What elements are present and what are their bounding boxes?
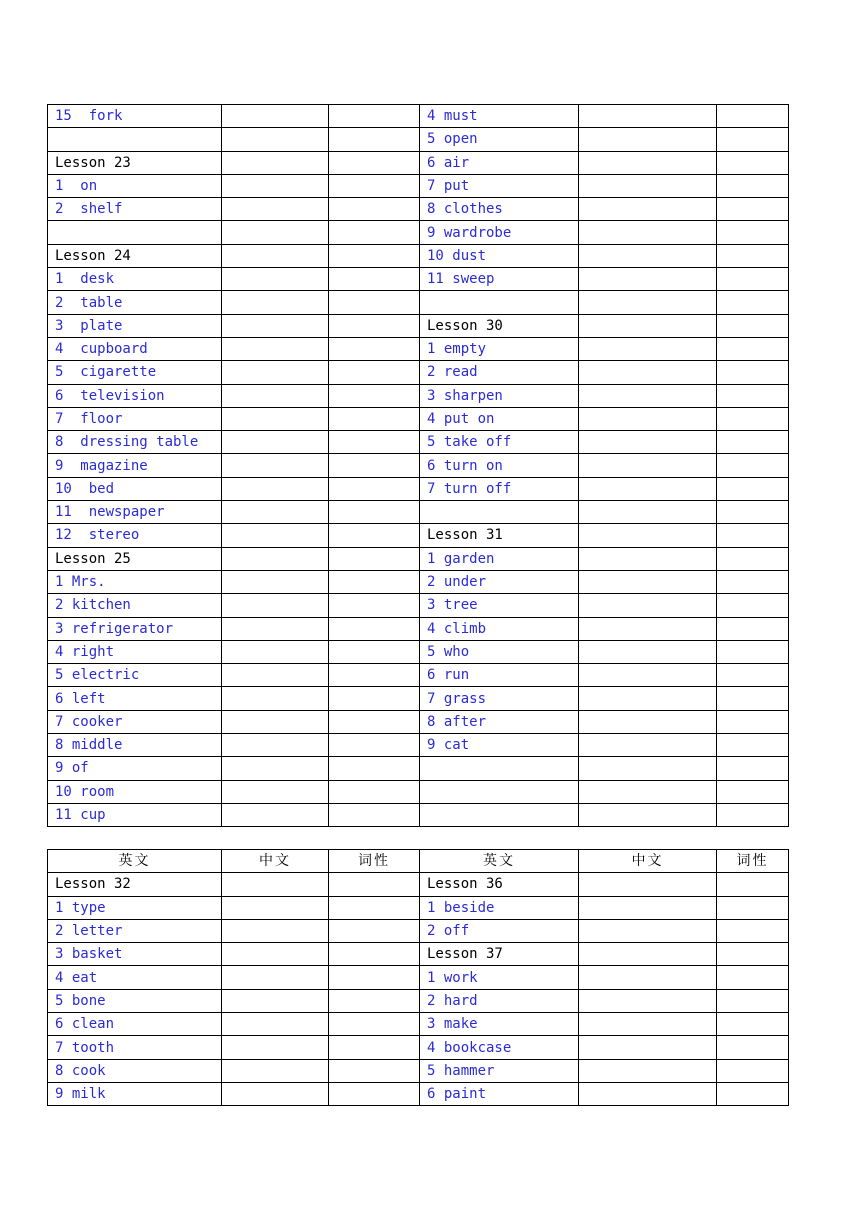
table-row xyxy=(48,989,789,1012)
cell-pos-right xyxy=(717,384,789,407)
header-chinese-right: 中文 xyxy=(579,850,717,873)
cell-chinese-right xyxy=(579,594,717,617)
cell-chinese-left xyxy=(222,943,329,966)
cell-pos-left xyxy=(329,1036,420,1059)
cell-pos-right xyxy=(717,640,789,663)
cell-english-right: 4 put on xyxy=(420,407,579,430)
cell-english-left: 4 cupboard xyxy=(48,337,222,360)
cell-chinese-right xyxy=(579,710,717,733)
cell-english-right xyxy=(420,803,579,826)
cell-chinese-right xyxy=(579,989,717,1012)
cell-chinese-right xyxy=(579,221,717,244)
cell-pos-right xyxy=(717,803,789,826)
cell-chinese-left xyxy=(222,1059,329,1082)
cell-chinese-right xyxy=(579,291,717,314)
table-row xyxy=(48,454,789,477)
cell-english-right: Lesson 36 xyxy=(420,873,579,896)
cell-chinese-left xyxy=(222,477,329,500)
cell-english-left: 3 basket xyxy=(48,943,222,966)
cell-english-right: 5 open xyxy=(420,128,579,151)
cell-english-right: 2 hard xyxy=(420,989,579,1012)
cell-chinese-left xyxy=(222,989,329,1012)
cell-chinese-left xyxy=(222,431,329,454)
table-row xyxy=(48,594,789,617)
cell-english-right: 10 dust xyxy=(420,244,579,267)
cell-english-right: 5 take off xyxy=(420,431,579,454)
table-row xyxy=(48,1036,789,1059)
cell-english-right: 6 run xyxy=(420,664,579,687)
cell-english-left: 3 plate xyxy=(48,314,222,337)
cell-chinese-right xyxy=(579,198,717,221)
cell-pos-right xyxy=(717,780,789,803)
cell-pos-right xyxy=(717,407,789,430)
cell-english-left: 10 bed xyxy=(48,477,222,500)
cell-pos-right xyxy=(717,174,789,197)
cell-chinese-left xyxy=(222,268,329,291)
cell-chinese-left xyxy=(222,384,329,407)
cell-english-left: 6 television xyxy=(48,384,222,407)
cell-pos-left xyxy=(329,407,420,430)
table-row xyxy=(48,244,789,267)
header-pos-right: 词性 xyxy=(717,850,789,873)
cell-chinese-left xyxy=(222,337,329,360)
cell-english-right: 5 hammer xyxy=(420,1059,579,1082)
cell-english-right: 1 beside xyxy=(420,896,579,919)
cell-pos-left xyxy=(329,943,420,966)
cell-english-left: 9 milk xyxy=(48,1082,222,1105)
cell-pos-right xyxy=(717,454,789,477)
cell-pos-left xyxy=(329,966,420,989)
cell-chinese-right xyxy=(579,1036,717,1059)
cell-english-left: 2 letter xyxy=(48,919,222,942)
cell-chinese-left xyxy=(222,501,329,524)
table-row xyxy=(48,407,789,430)
cell-pos-right xyxy=(717,128,789,151)
cell-pos-left xyxy=(329,291,420,314)
cell-pos-left xyxy=(329,501,420,524)
cell-pos-right xyxy=(717,524,789,547)
cell-chinese-right xyxy=(579,501,717,524)
cell-english-right: 2 read xyxy=(420,361,579,384)
cell-pos-left xyxy=(329,640,420,663)
table-row xyxy=(48,501,789,524)
cell-pos-right xyxy=(717,221,789,244)
cell-pos-right xyxy=(717,1059,789,1082)
cell-chinese-left xyxy=(222,128,329,151)
vocabulary-table-1 xyxy=(47,104,789,827)
cell-chinese-left xyxy=(222,1036,329,1059)
table-row xyxy=(48,803,789,826)
cell-pos-right xyxy=(717,710,789,733)
table-row xyxy=(48,617,789,640)
cell-chinese-left xyxy=(222,105,329,128)
cell-pos-left xyxy=(329,1013,420,1036)
cell-pos-left xyxy=(329,361,420,384)
cell-pos-left xyxy=(329,337,420,360)
cell-english-right xyxy=(420,757,579,780)
cell-pos-left xyxy=(329,198,420,221)
cell-english-left: 10 room xyxy=(48,780,222,803)
cell-chinese-left xyxy=(222,687,329,710)
cell-english-right: 3 tree xyxy=(420,594,579,617)
cell-chinese-right xyxy=(579,128,717,151)
cell-chinese-right xyxy=(579,268,717,291)
cell-pos-right xyxy=(717,501,789,524)
cell-chinese-left xyxy=(222,151,329,174)
cell-english-left: 11 newspaper xyxy=(48,501,222,524)
cell-chinese-left xyxy=(222,174,329,197)
cell-chinese-left xyxy=(222,710,329,733)
cell-chinese-right xyxy=(579,174,717,197)
cell-chinese-right xyxy=(579,524,717,547)
cell-chinese-left xyxy=(222,896,329,919)
cell-pos-right xyxy=(717,617,789,640)
cell-english-left: 7 floor xyxy=(48,407,222,430)
header-row xyxy=(48,850,789,873)
table-row xyxy=(48,966,789,989)
cell-chinese-left xyxy=(222,570,329,593)
cell-english-right: 3 sharpen xyxy=(420,384,579,407)
cell-chinese-right xyxy=(579,1013,717,1036)
cell-chinese-right xyxy=(579,570,717,593)
table-row xyxy=(48,1082,789,1105)
cell-english-left xyxy=(48,128,222,151)
cell-english-right: 5 who xyxy=(420,640,579,663)
cell-pos-right xyxy=(717,757,789,780)
cell-english-left: Lesson 32 xyxy=(48,873,222,896)
cell-pos-left xyxy=(329,151,420,174)
cell-english-right: 1 garden xyxy=(420,547,579,570)
cell-english-left: 15 fork xyxy=(48,105,222,128)
cell-chinese-right xyxy=(579,757,717,780)
cell-english-right: 4 bookcase xyxy=(420,1036,579,1059)
cell-chinese-right xyxy=(579,244,717,267)
cell-english-left: 5 electric xyxy=(48,664,222,687)
table-row xyxy=(48,710,789,733)
cell-english-left: 12 stereo xyxy=(48,524,222,547)
cell-pos-left xyxy=(329,594,420,617)
cell-english-right: 3 make xyxy=(420,1013,579,1036)
cell-pos-left xyxy=(329,570,420,593)
cell-english-left: 2 table xyxy=(48,291,222,314)
cell-english-right: 6 air xyxy=(420,151,579,174)
table-row xyxy=(48,477,789,500)
cell-pos-left xyxy=(329,1059,420,1082)
cell-pos-right xyxy=(717,664,789,687)
table-row xyxy=(48,664,789,687)
cell-pos-left xyxy=(329,314,420,337)
cell-chinese-right xyxy=(579,966,717,989)
cell-pos-right xyxy=(717,734,789,757)
cell-chinese-right xyxy=(579,919,717,942)
cell-chinese-left xyxy=(222,524,329,547)
vocabulary-table-2 xyxy=(47,849,789,1106)
cell-english-right: 2 under xyxy=(420,570,579,593)
cell-english-left: 8 middle xyxy=(48,734,222,757)
cell-chinese-left xyxy=(222,407,329,430)
cell-chinese-left xyxy=(222,314,329,337)
cell-chinese-left xyxy=(222,757,329,780)
cell-english-right: 11 sweep xyxy=(420,268,579,291)
table-row xyxy=(48,873,789,896)
vocabulary-table-1-body xyxy=(48,105,789,827)
cell-english-left: 9 magazine xyxy=(48,454,222,477)
table-row xyxy=(48,337,789,360)
cell-pos-right xyxy=(717,1036,789,1059)
cell-pos-right xyxy=(717,943,789,966)
cell-chinese-left xyxy=(222,361,329,384)
cell-chinese-left xyxy=(222,803,329,826)
cell-pos-right xyxy=(717,687,789,710)
table-row xyxy=(48,384,789,407)
cell-english-right: Lesson 30 xyxy=(420,314,579,337)
cell-english-left: 5 cigarette xyxy=(48,361,222,384)
cell-chinese-right xyxy=(579,151,717,174)
cell-pos-right xyxy=(717,105,789,128)
cell-pos-left xyxy=(329,687,420,710)
cell-english-left: 4 right xyxy=(48,640,222,663)
cell-english-right: 6 paint xyxy=(420,1082,579,1105)
cell-chinese-right xyxy=(579,873,717,896)
cell-pos-right xyxy=(717,477,789,500)
cell-english-right: 2 off xyxy=(420,919,579,942)
table-row xyxy=(48,151,789,174)
cell-pos-left xyxy=(329,780,420,803)
cell-chinese-left xyxy=(222,617,329,640)
cell-pos-left xyxy=(329,244,420,267)
cell-chinese-left xyxy=(222,291,329,314)
cell-pos-left xyxy=(329,664,420,687)
cell-english-left: 5 bone xyxy=(48,989,222,1012)
cell-english-left: 11 cup xyxy=(48,803,222,826)
header-chinese-left: 中文 xyxy=(222,850,329,873)
cell-chinese-left xyxy=(222,1013,329,1036)
table-row xyxy=(48,943,789,966)
cell-english-right: 1 work xyxy=(420,966,579,989)
cell-english-left: 2 kitchen xyxy=(48,594,222,617)
table-row xyxy=(48,640,789,663)
table-row xyxy=(48,919,789,942)
cell-chinese-right xyxy=(579,454,717,477)
cell-pos-right xyxy=(717,919,789,942)
cell-chinese-left xyxy=(222,640,329,663)
cell-english-right: 8 after xyxy=(420,710,579,733)
cell-chinese-right xyxy=(579,803,717,826)
cell-chinese-left xyxy=(222,594,329,617)
cell-english-right: 1 empty xyxy=(420,337,579,360)
cell-pos-left xyxy=(329,547,420,570)
cell-chinese-right xyxy=(579,477,717,500)
cell-chinese-right xyxy=(579,640,717,663)
table-row xyxy=(48,1013,789,1036)
cell-english-left: Lesson 23 xyxy=(48,151,222,174)
table-row xyxy=(48,361,789,384)
cell-english-left: 6 clean xyxy=(48,1013,222,1036)
cell-pos-left xyxy=(329,221,420,244)
table-row xyxy=(48,291,789,314)
cell-pos-right xyxy=(717,361,789,384)
cell-english-right xyxy=(420,291,579,314)
cell-chinese-left xyxy=(222,780,329,803)
cell-english-right: 9 cat xyxy=(420,734,579,757)
table-row xyxy=(48,757,789,780)
cell-pos-left xyxy=(329,105,420,128)
header-english-left: 英文 xyxy=(48,850,222,873)
cell-english-left: 2 shelf xyxy=(48,198,222,221)
cell-chinese-right xyxy=(579,943,717,966)
cell-english-left: 1 type xyxy=(48,896,222,919)
cell-pos-left xyxy=(329,757,420,780)
cell-chinese-left xyxy=(222,919,329,942)
table-row xyxy=(48,524,789,547)
cell-chinese-right xyxy=(579,896,717,919)
cell-pos-right xyxy=(717,431,789,454)
table-row xyxy=(48,896,789,919)
cell-english-right: 6 turn on xyxy=(420,454,579,477)
cell-english-right: 9 wardrobe xyxy=(420,221,579,244)
cell-english-left: 4 eat xyxy=(48,966,222,989)
cell-chinese-right xyxy=(579,384,717,407)
cell-pos-left xyxy=(329,454,420,477)
table-row xyxy=(48,268,789,291)
cell-english-right: 8 clothes xyxy=(420,198,579,221)
cell-english-left: 7 cooker xyxy=(48,710,222,733)
cell-chinese-right xyxy=(579,337,717,360)
cell-pos-left xyxy=(329,431,420,454)
cell-pos-right xyxy=(717,151,789,174)
cell-pos-right xyxy=(717,547,789,570)
cell-english-right: Lesson 31 xyxy=(420,524,579,547)
cell-pos-left xyxy=(329,524,420,547)
cell-pos-left xyxy=(329,989,420,1012)
cell-chinese-right xyxy=(579,734,717,757)
cell-pos-left xyxy=(329,919,420,942)
cell-english-right: 7 grass xyxy=(420,687,579,710)
cell-pos-right xyxy=(717,1082,789,1105)
cell-english-right: 7 turn off xyxy=(420,477,579,500)
cell-english-left: 9 of xyxy=(48,757,222,780)
cell-pos-right xyxy=(717,314,789,337)
table-row xyxy=(48,780,789,803)
cell-pos-right xyxy=(717,896,789,919)
cell-english-left: Lesson 25 xyxy=(48,547,222,570)
cell-english-left: 7 tooth xyxy=(48,1036,222,1059)
table-row xyxy=(48,734,789,757)
cell-english-right: 4 must xyxy=(420,105,579,128)
table-row xyxy=(48,105,789,128)
cell-chinese-right xyxy=(579,314,717,337)
cell-chinese-right xyxy=(579,105,717,128)
cell-chinese-left xyxy=(222,547,329,570)
cell-chinese-left xyxy=(222,244,329,267)
cell-pos-right xyxy=(717,966,789,989)
cell-pos-right xyxy=(717,989,789,1012)
cell-english-left: 3 refrigerator xyxy=(48,617,222,640)
cell-chinese-left xyxy=(222,734,329,757)
table-row xyxy=(48,198,789,221)
cell-chinese-right xyxy=(579,780,717,803)
cell-chinese-right xyxy=(579,617,717,640)
table-row xyxy=(48,687,789,710)
cell-pos-right xyxy=(717,198,789,221)
cell-pos-left xyxy=(329,710,420,733)
cell-pos-left xyxy=(329,174,420,197)
cell-pos-left xyxy=(329,384,420,407)
cell-chinese-left xyxy=(222,221,329,244)
cell-chinese-left xyxy=(222,873,329,896)
cell-english-left: 1 desk xyxy=(48,268,222,291)
cell-english-left: 1 on xyxy=(48,174,222,197)
table-row xyxy=(48,1059,789,1082)
cell-chinese-right xyxy=(579,547,717,570)
cell-chinese-right xyxy=(579,407,717,430)
cell-chinese-left xyxy=(222,966,329,989)
cell-english-right xyxy=(420,780,579,803)
cell-pos-right xyxy=(717,268,789,291)
cell-chinese-left xyxy=(222,664,329,687)
cell-english-right: 4 climb xyxy=(420,617,579,640)
cell-pos-right xyxy=(717,1013,789,1036)
cell-pos-right xyxy=(717,244,789,267)
cell-pos-left xyxy=(329,1082,420,1105)
cell-english-right: 7 put xyxy=(420,174,579,197)
header-pos-left: 词性 xyxy=(329,850,420,873)
cell-pos-left xyxy=(329,617,420,640)
cell-chinese-left xyxy=(222,198,329,221)
cell-english-left: 6 left xyxy=(48,687,222,710)
table-row xyxy=(48,128,789,151)
cell-chinese-right xyxy=(579,1059,717,1082)
cell-pos-left xyxy=(329,477,420,500)
cell-chinese-right xyxy=(579,1082,717,1105)
cell-english-left: 1 Mrs. xyxy=(48,570,222,593)
cell-pos-left xyxy=(329,896,420,919)
cell-english-left: 8 dressing table xyxy=(48,431,222,454)
table-row xyxy=(48,547,789,570)
cell-pos-left xyxy=(329,734,420,757)
table-row xyxy=(48,174,789,197)
table-row xyxy=(48,314,789,337)
cell-pos-right xyxy=(717,873,789,896)
vocabulary-table-2-body xyxy=(48,873,789,1106)
cell-english-right: Lesson 37 xyxy=(420,943,579,966)
cell-pos-right xyxy=(717,291,789,314)
table-row xyxy=(48,570,789,593)
cell-chinese-left xyxy=(222,454,329,477)
table-row xyxy=(48,221,789,244)
cell-pos-left xyxy=(329,128,420,151)
table-row xyxy=(48,431,789,454)
cell-pos-right xyxy=(717,337,789,360)
cell-chinese-left xyxy=(222,1082,329,1105)
cell-english-left xyxy=(48,221,222,244)
cell-pos-left xyxy=(329,803,420,826)
cell-english-left: Lesson 24 xyxy=(48,244,222,267)
header-english-right: 英文 xyxy=(420,850,579,873)
cell-chinese-right xyxy=(579,664,717,687)
cell-pos-left xyxy=(329,873,420,896)
cell-english-right xyxy=(420,501,579,524)
cell-chinese-right xyxy=(579,431,717,454)
cell-pos-right xyxy=(717,570,789,593)
cell-english-left: 8 cook xyxy=(48,1059,222,1082)
cell-chinese-right xyxy=(579,361,717,384)
cell-chinese-right xyxy=(579,687,717,710)
cell-pos-left xyxy=(329,268,420,291)
cell-pos-right xyxy=(717,594,789,617)
